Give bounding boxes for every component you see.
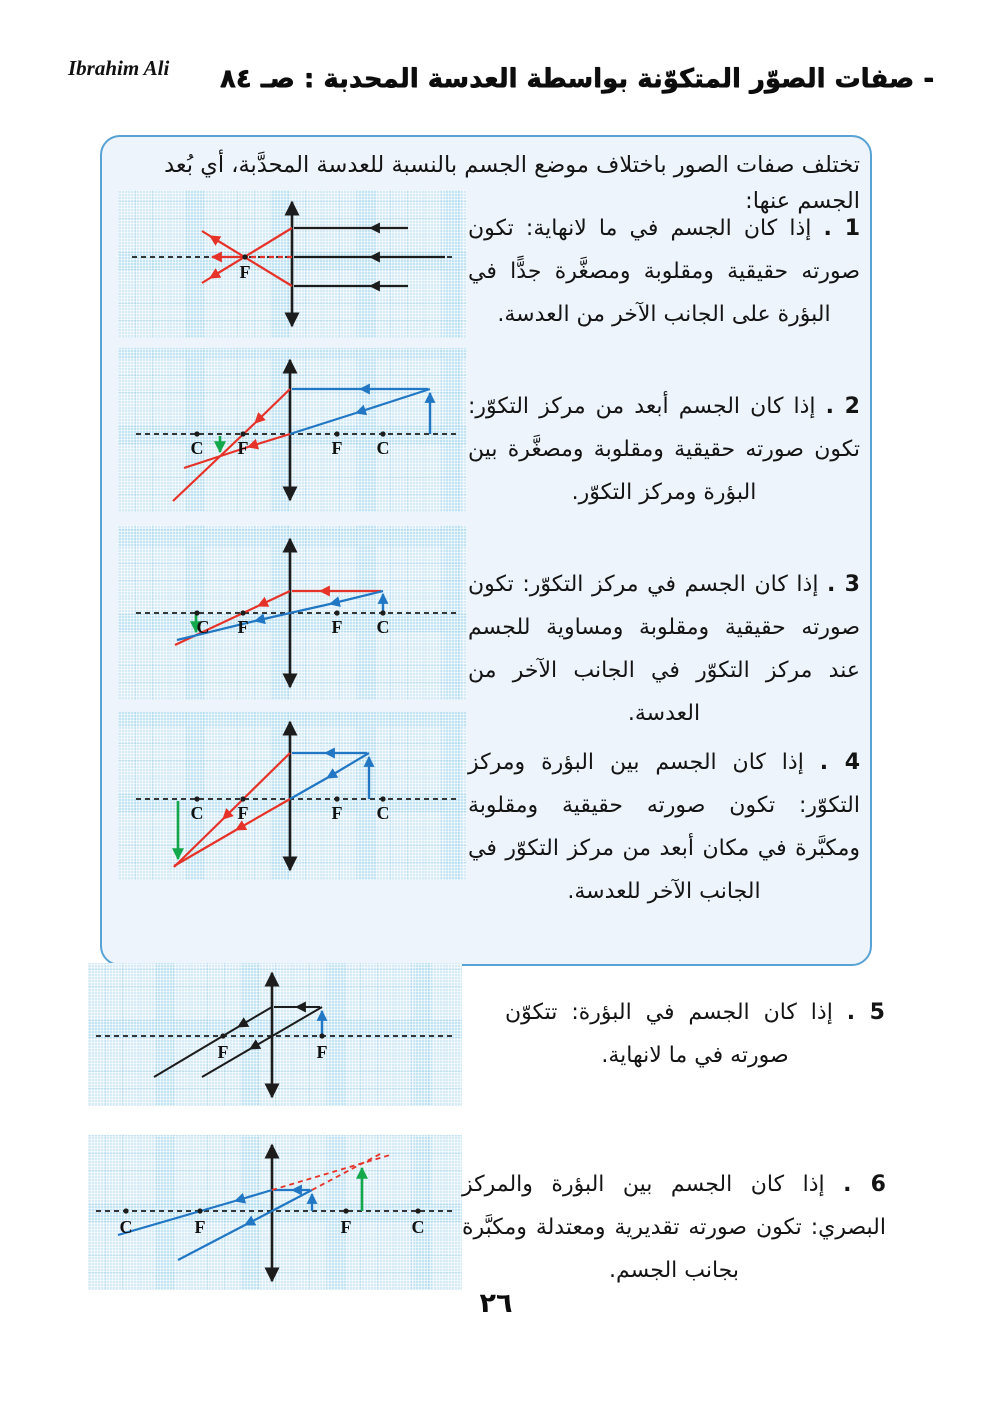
- f-right-label: F: [331, 438, 343, 458]
- diagram-object-between-f-and-c: [118, 712, 467, 880]
- case-6-number: 6 .: [843, 1172, 886, 1197]
- c-left-label: C: [119, 1217, 133, 1237]
- case-6-text: 6 . إذا كان الجسم بين البؤرة والمركز البصري: تكون صورته تقديرية ومعتدلة ومكبَّرة بجانب الجسم.: [462, 1172, 886, 1283]
- c-left-label: C: [190, 803, 204, 823]
- incident-blue-rays: [290, 753, 369, 799]
- ray-diagram-2: [118, 348, 467, 512]
- page-title: - صفات الصوّر المتكوّنة بواسطة العدسة المحدبة : صـ ٨٤: [219, 64, 934, 94]
- f-left-label: F: [237, 617, 249, 637]
- incident-parallel-rays: [294, 228, 445, 286]
- intro-text: تختلف صفات الصور باختلاف موضع الجسم بالنسبة للعدسة المحدَّبة، أي بُعد الجسم عنها:: [164, 152, 860, 214]
- case-5-number: 5 .: [846, 1000, 885, 1025]
- ray-diagram-1: [118, 190, 467, 338]
- f-left-label: F: [194, 1217, 206, 1237]
- f-left-label: F: [237, 803, 249, 823]
- focal-point-label: F: [239, 262, 251, 282]
- case-2-number: 2 .: [825, 394, 860, 419]
- case-1-text: 1 . إذا كان الجسم في ما لانهاية: تكون صورته حقيقية ومقلوبة ومصغَّرة جدًّا في البؤرة على الجانب الآخر من العدسة.: [468, 216, 860, 327]
- c-left-label: C: [190, 438, 204, 458]
- diagram-object-at-c: [118, 525, 467, 700]
- virtual-ray-extensions: [272, 1153, 390, 1190]
- c-right-label: C: [376, 803, 390, 823]
- c-right-label: C: [376, 438, 390, 458]
- page-number: ٢٦: [479, 1288, 513, 1319]
- case-2-text: 2 . إذا كان الجسم أبعد من مركز التكوّر: تكون صورته حقيقية ومقلوبة ومصغَّرة بين البؤرة ومركز التكوّر.: [468, 394, 860, 505]
- ray-diagram-3: [118, 525, 467, 700]
- f-left-label: F: [217, 1042, 229, 1062]
- c-right-label: C: [376, 617, 390, 637]
- blue-rays: [118, 1190, 312, 1260]
- f-right-label: F: [331, 617, 343, 637]
- diagram-object-at-f: [88, 963, 462, 1106]
- ray-diagram-4: [118, 712, 467, 880]
- incident-blue-rays: [290, 389, 430, 434]
- case-4-text: 4 . إذا كان الجسم بين البؤرة ومركز التكوّر: تكون صورته حقيقية ومقلوبة ومكبَّرة في مكان أبعد من مركز التكوّر في الجانب الآخر للعدسة.: [468, 750, 860, 904]
- c-right-label: C: [411, 1217, 425, 1237]
- ray-diagram-5: [88, 963, 462, 1106]
- case-4-number: 4 .: [819, 750, 860, 775]
- ray-diagram-6: [88, 1135, 462, 1290]
- f-right-label: F: [331, 803, 343, 823]
- case-3-number: 3 .: [827, 572, 860, 597]
- f-left-label: F: [237, 438, 249, 458]
- diagram-object-beyond-c: [118, 348, 467, 512]
- author-signature: Ibrahim Ali: [68, 56, 170, 80]
- parallel-emerging-rays: [154, 1007, 322, 1077]
- diagram-object-at-infinity: [118, 190, 467, 338]
- case-5-text: 5 . إذا كان الجسم في البؤرة: تتكوّن صورته في ما لانهاية.: [505, 1000, 885, 1068]
- focal-point-dot: [242, 254, 247, 259]
- case-1-number: 1 .: [823, 216, 860, 241]
- f-right-label: F: [340, 1217, 352, 1237]
- f-right-label: F: [316, 1042, 328, 1062]
- case-3-text: 3 . إذا كان الجسم في مركز التكوّر: تكون صورته حقيقية ومقلوبة ومساوية للجسم عند مركز التكوّر في الجانب الآخر من العدسة.: [468, 572, 860, 726]
- diagram-object-between-f-and-lens: [88, 1135, 462, 1290]
- c-left-label: C: [196, 617, 210, 637]
